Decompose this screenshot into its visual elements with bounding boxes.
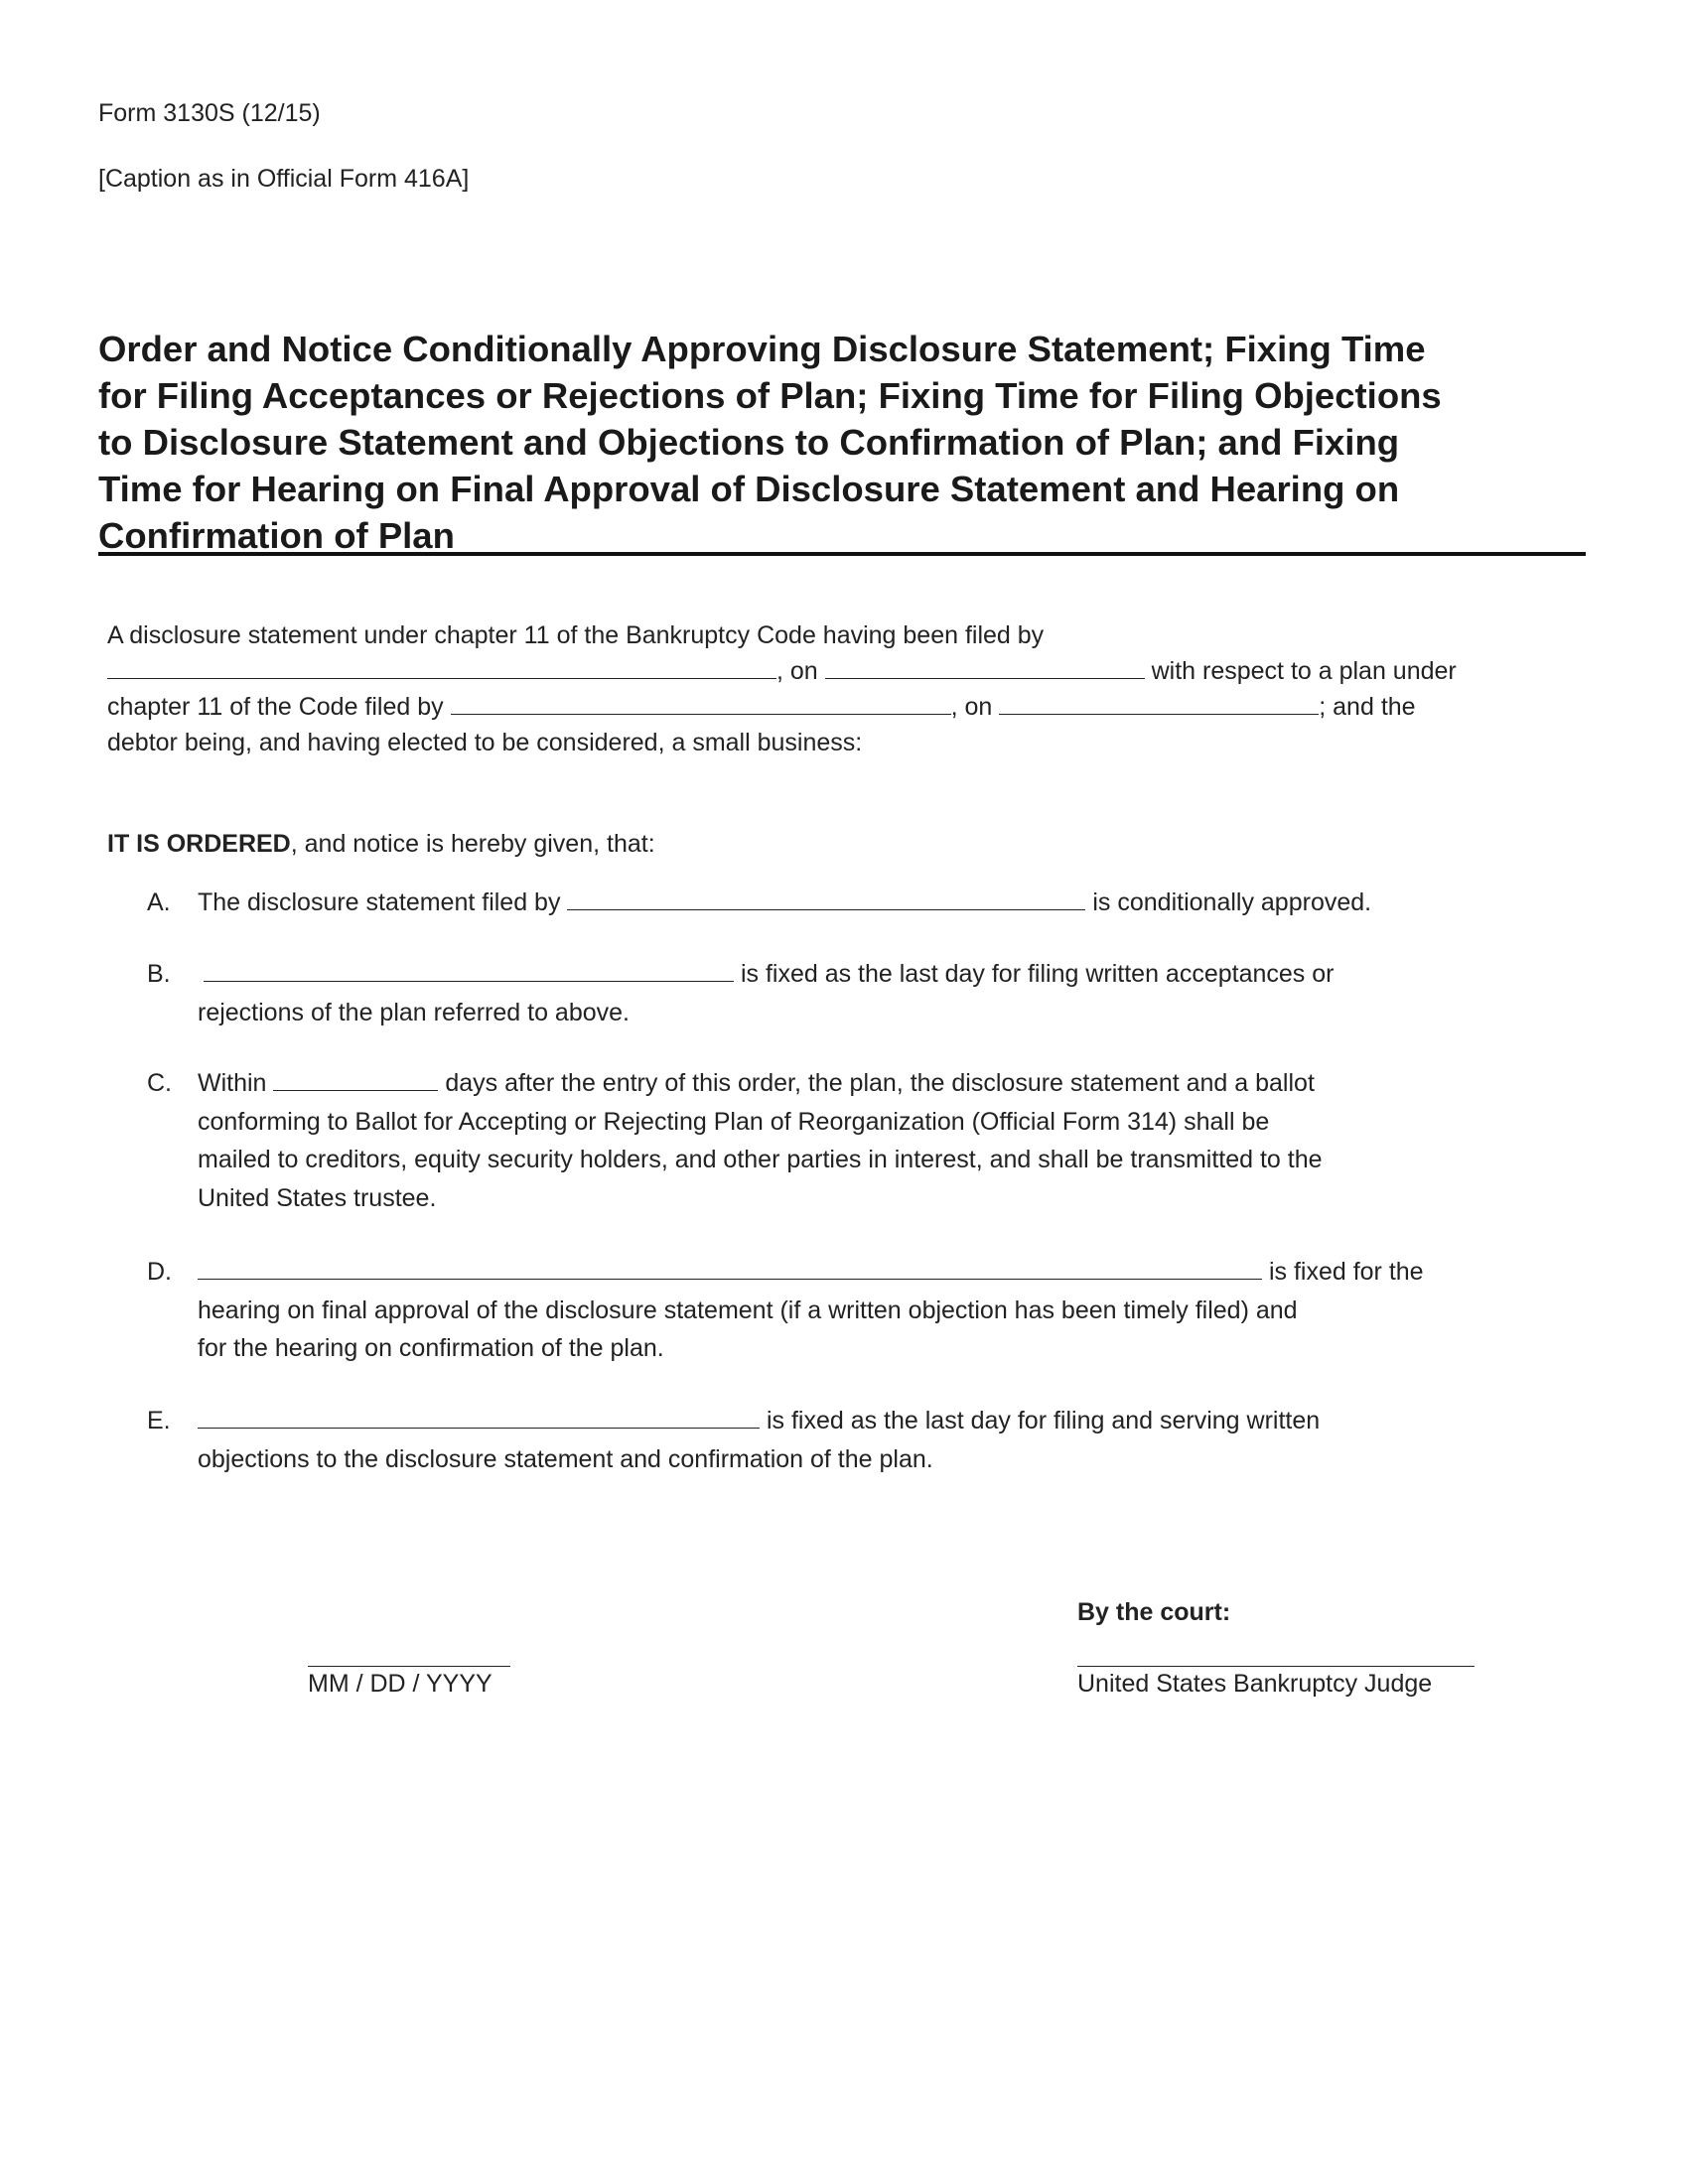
item-e-letter: E. bbox=[147, 1407, 171, 1434]
it-is-ordered-rest: , and notice is hereby given, that: bbox=[290, 830, 655, 858]
plan-date-blank[interactable] bbox=[999, 690, 1319, 715]
intro-line-3 bbox=[107, 689, 1537, 725]
intro-and-text: ; and the bbox=[1319, 693, 1416, 721]
judge-signature-line[interactable] bbox=[1077, 1666, 1475, 1667]
title-line-3: to Disclosure Statement and Objections to Confirmation of Plan; and Fixing bbox=[98, 422, 1400, 463]
filed-by-blank[interactable] bbox=[107, 654, 776, 679]
intro-line-4: debtor being, and having elected to be considered, a small business: bbox=[107, 729, 863, 756]
it-is-ordered-bold: IT IS ORDERED bbox=[107, 830, 291, 858]
item-c-line-2: conforming to Ballot for Accepting or Rejecting Plan of Reorganization (Official Form 314) shall be bbox=[198, 1107, 1270, 1136]
title-line-5: Confirmation of Plan bbox=[98, 515, 455, 556]
intro-paragraph bbox=[107, 617, 1537, 760]
form-number: Form 3130S (12/15) bbox=[98, 99, 321, 127]
intro-code-text: chapter 11 of the Code filed by bbox=[107, 693, 444, 721]
judge-title-label: United States Bankruptcy Judge bbox=[1077, 1670, 1433, 1698]
item-d-letter: D. bbox=[147, 1258, 172, 1286]
item-e-line-2: objections to the disclosure statement and confirmation of the plan. bbox=[198, 1444, 933, 1473]
item-a-head: The disclosure statement filed by bbox=[198, 888, 561, 916]
item-c-tail: days after the entry of this order, the plan, the disclosure statement and a ballot bbox=[445, 1069, 1315, 1097]
item-a-filed-by-blank[interactable] bbox=[567, 886, 1085, 910]
item-c-head: Within bbox=[198, 1069, 267, 1097]
intro-line-1: A disclosure statement under chapter 11 of the Bankruptcy Code having been filed by bbox=[107, 621, 1045, 649]
item-b-letter: B. bbox=[147, 960, 171, 988]
item-e-objection-deadline-blank[interactable] bbox=[198, 1404, 760, 1429]
item-a-letter: A. bbox=[147, 888, 171, 916]
plan-filed-by-blank[interactable] bbox=[451, 690, 951, 715]
item-b-acceptance-deadline-blank[interactable] bbox=[204, 957, 734, 982]
item-c-line-3: mailed to creditors, equity security holders, and other parties in interest, and shall be transmitted to the bbox=[198, 1146, 1323, 1173]
intro-on-text-2: , on bbox=[950, 693, 993, 721]
date-format-label: MM / DD / YYYY bbox=[308, 1670, 492, 1698]
item-c-days-blank[interactable] bbox=[273, 1066, 438, 1091]
date-signature-line[interactable] bbox=[308, 1666, 510, 1667]
it-is-ordered bbox=[107, 830, 655, 859]
intro-plan-text: with respect to a plan under bbox=[1151, 657, 1457, 685]
document-title bbox=[98, 326, 1588, 559]
by-the-court-label: By the court: bbox=[1077, 1598, 1231, 1626]
item-a-tail: is conditionally approved. bbox=[1092, 888, 1372, 916]
item-c-letter: C. bbox=[147, 1069, 172, 1097]
item-b-tail: is fixed as the last day for filing written acceptances or bbox=[740, 960, 1335, 988]
title-line-4: Time for Hearing on Final Approval of Disclosure Statement and Hearing on bbox=[98, 469, 1400, 509]
item-b-line-2: rejections of the plan referred to above. bbox=[198, 998, 630, 1026]
item-e-tail: is fixed as the last day for filing and serving written bbox=[766, 1407, 1321, 1434]
caption-note: [Caption as in Official Form 416A] bbox=[98, 165, 470, 193]
item-d-hearing-date-blank[interactable] bbox=[198, 1255, 1262, 1280]
title-underline bbox=[98, 552, 1586, 556]
item-c-line-4: United States trustee. bbox=[198, 1183, 437, 1212]
intro-on-text: , on bbox=[776, 657, 818, 685]
item-d-line-3: for the hearing on confirmation of the plan. bbox=[198, 1334, 664, 1362]
intro-line-2 bbox=[107, 653, 1537, 689]
item-d-line-2: hearing on final approval of the disclosure statement (if a written objection has been timely filed) and bbox=[198, 1296, 1298, 1324]
title-line-2: for Filing Acceptances or Rejections of Plan; Fixing Time for Filing Objections bbox=[98, 375, 1442, 416]
filing-date-blank[interactable] bbox=[825, 654, 1145, 679]
item-d-tail: is fixed for the bbox=[1268, 1258, 1424, 1286]
title-line-1: Order and Notice Conditionally Approving Disclosure Statement; Fixing Time bbox=[98, 329, 1426, 369]
